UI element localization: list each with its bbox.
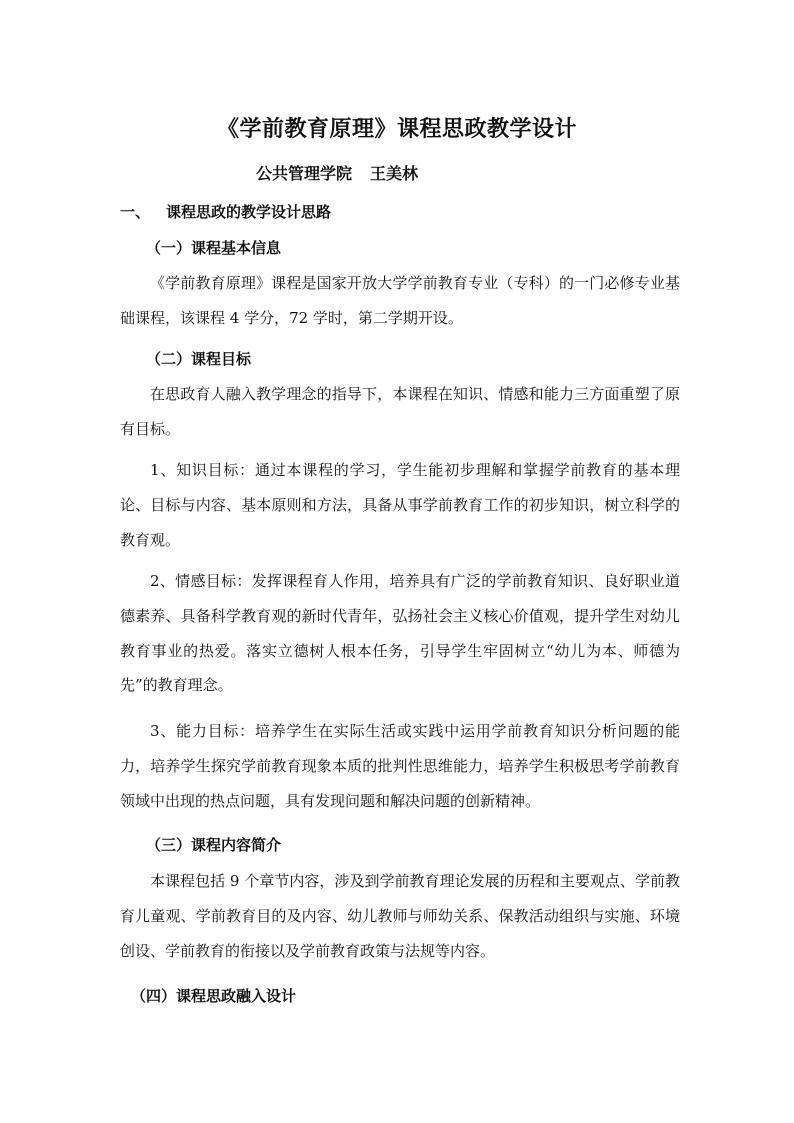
document-title: 《学前教育原理》课程思政教学设计 xyxy=(216,117,577,142)
section-1-number: 一、 xyxy=(120,203,151,221)
author-school: 公共管理学院 xyxy=(256,164,353,183)
ability-goal-paragraph: 3、能力目标：培养学生在实际生活或实践中运用学前教育知识分析问题的能力，培养学生探究学前教育现象本质的批判性思维能力，培养学生积极思考学前教育领域中出现的热点问题，具有发现问题和解决问题的创新精神。 xyxy=(120,722,680,810)
knowledge-goal-paragraph: 1、知识目标：通过本课程的学习，学生能初步理解和掌握学前教育的基本理论、目标与内容、基本原则和方法，具备从事学前教育工作的初步知识，树立科学的教育观。 xyxy=(120,461,680,549)
subsection-3-heading: （三）课程内容简介 xyxy=(146,836,282,854)
emotion-goal-paragraph: 2、情感目标：发挥课程育人作用，培养具有广泛的学前教育知识、良好职业道德素养、具备科学教育观的新时代青年，弘扬社会主义核心价值观，提升学生对幼儿教育事业的热爱。落实立德树人根本任务，引导学生牢固树立“幼儿为本、师德为先”的教育理念。 xyxy=(120,572,680,695)
course-info-paragraph: 《学前教育原理》课程是国家开放大学学前教育专业（专科）的一门必修专业基础课程，该课程 4 学分，72 学时，第二学期开设。 xyxy=(120,274,680,327)
section-1-heading: 课程思政的教学设计思路 xyxy=(166,203,332,221)
subsection-2-heading: （二）课程目标 xyxy=(146,350,252,368)
author-line xyxy=(256,161,418,184)
author-name: 王美林 xyxy=(370,164,419,183)
subsection-1-heading: （一）课程基本信息 xyxy=(146,239,282,257)
subsection-4-heading: （四）课程思政融入设计 xyxy=(131,987,297,1005)
goals-intro-paragraph: 在思政育人融入教学理念的指导下，本课程在知识、情感和能力三方面重塑了原有目标。 xyxy=(120,385,680,438)
content-summary-paragraph: 本课程包括 9 个章节内容，涉及到学前教育理论发展的历程和主要观点、学前教育儿童观、学前教育目的及内容、幼儿教师与师幼关系、保教活动组织与实施、环境创设、学前教育的衔接以及学前教育政策与法规等内容。 xyxy=(120,872,680,960)
